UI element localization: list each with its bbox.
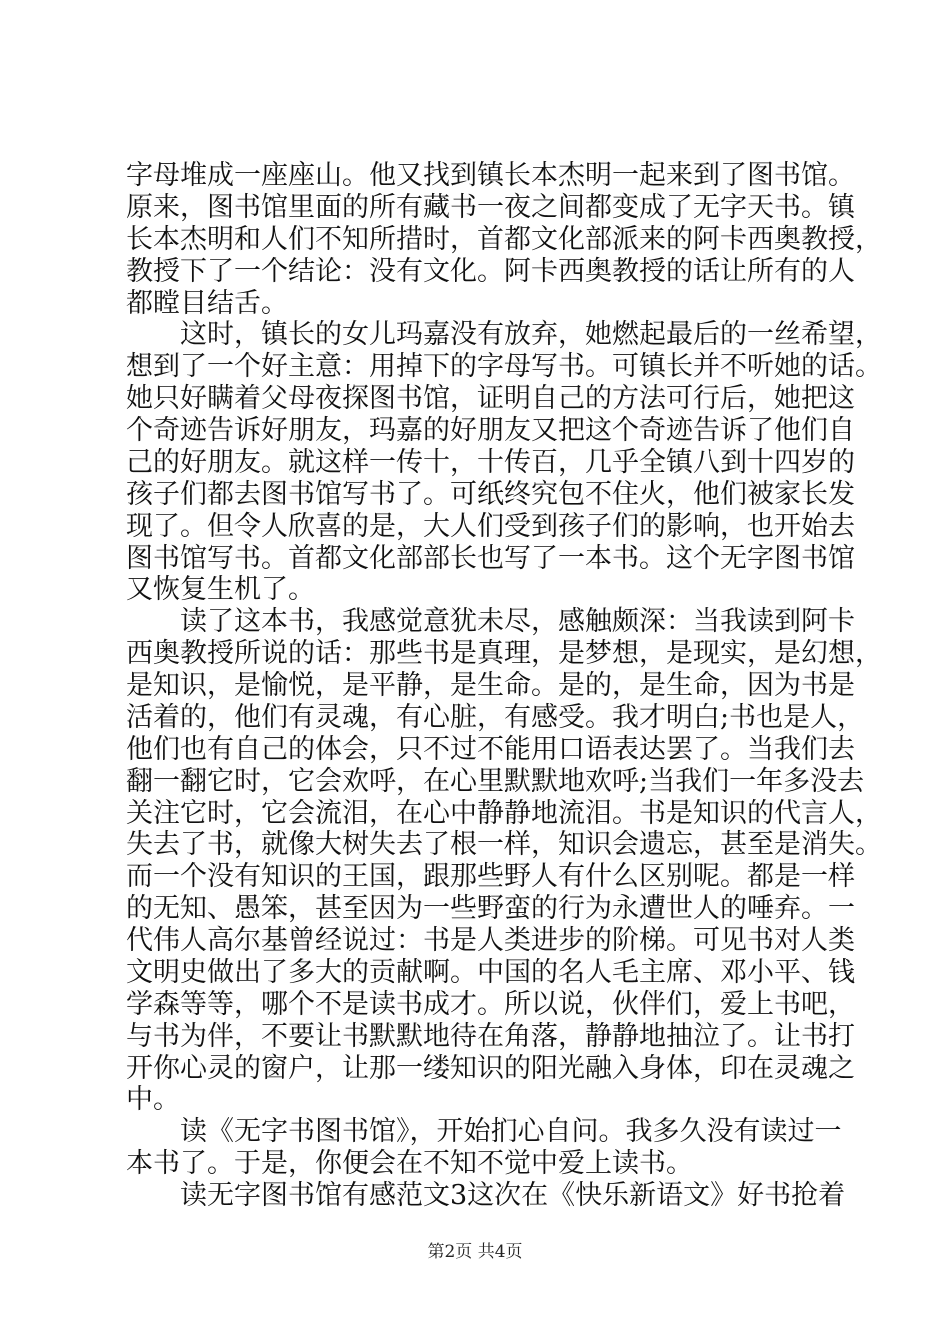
text-line: 与书为伴，不要让书默默地待在角落，静静地抽泣了。让书打 (126, 1020, 855, 1052)
text-line: 西奥教授所说的话：那些书是真理，是梦想，是现实，是幻想， (126, 638, 882, 670)
text-line: 都瞠目结舌。 (126, 287, 288, 319)
text-line: 读了这本书，我感觉意犹未尽，感触颇深：当我读到阿卡 (180, 606, 855, 638)
text-line: 本书了。于是，你便会在不知不觉中爱上读书。 (126, 1148, 693, 1180)
text-line: 的无知、愚笨，甚至因为一些野蛮的行为永遭世人的唾弃。一 (126, 893, 855, 925)
text-line: 字母堆成一座座山。他又找到镇长本杰明一起来到了图书馆。 (126, 160, 855, 191)
text-line: 代伟人高尔基曾经说过：书是人类进步的阶梯。可见书对人类 (126, 925, 855, 956)
text-line: 中。 (126, 1084, 180, 1116)
page-number-footer: 第2页 共4页 (427, 1242, 523, 1262)
text-line: 她只好瞒着父母夜探图书馆，证明自己的方法可行后，她把这 (126, 383, 855, 415)
text-line: 孩子们都去图书馆写书了。可纸终究包不住火，他们被家长发 (126, 478, 855, 510)
text-line: 开你心灵的窗户，让那一缕知识的阳光融入身体，印在灵魂之 (126, 1052, 855, 1084)
text-line: 失去了书，就像大树失去了根一样，知识会遗忘，甚至是消失。 (126, 829, 882, 861)
text-line: 关注它时，它会流泪，在心中静静地流泪。书是知识的代言人， (126, 797, 882, 829)
text-line: 学森等等，哪个不是读书成才。所以说，伙伴们，爱上书吧， (126, 988, 855, 1020)
text-line: 想到了一个好主意：用掉下的字母写书。可镇长并不听她的话。 (126, 351, 882, 383)
text-line: 他们也有自己的体会，只不过不能用口语表达罢了。当我们去 (126, 733, 855, 765)
text-line: 是知识，是愉悦，是平静，是生命。是的，是生命，因为书是 (126, 670, 855, 701)
text-line: 读无字图书馆有感范文3这次在《快乐新语文》好书抢着 (180, 1180, 846, 1211)
text-line: 己的好朋友。就这样一传十，十传百，几乎全镇八到十四岁的 (126, 446, 855, 478)
text-line: 原来，图书馆里面的所有藏书一夜之间都变成了无字天书。镇 (126, 191, 855, 223)
text-line: 活着的，他们有灵魂，有心脏，有感受。我才明白;书也是人， (126, 701, 865, 733)
text-line: 长本杰明和人们不知所措时，首都文化部派来的阿卡西奥教授， (126, 223, 882, 255)
text-line: 又恢复生机了。 (126, 574, 315, 606)
text-line: 而一个没有知识的王国，跟那些野人有什么区别呢。都是一样 (126, 861, 855, 893)
text-line: 读《无字书图书馆》，开始扪心自问。我多久没有读过一 (180, 1116, 842, 1148)
text-line: 翻一翻它时，它会欢呼，在心里默默地欢呼;当我们一年多没去 (126, 765, 865, 797)
text-line: 这时，镇长的女儿玛嘉没有放弃，她燃起最后的一丝希望， (180, 319, 882, 351)
text-line: 个奇迹告诉好朋友，玛嘉的好朋友又把这个奇迹告诉了他们自 (126, 415, 855, 446)
text-line: 图书馆写书。首都文化部部长也写了一本书。这个无字图书馆 (126, 542, 855, 574)
text-line: 教授下了一个结论：没有文化。阿卡西奥教授的话让所有的人 (126, 255, 855, 287)
text-line: 现了。但令人欣喜的是，大人们受到孩子们的影响，也开始去 (126, 510, 855, 542)
text-line: 文明史做出了多大的贡献啊。中国的名人毛主席、邓小平、钱 (126, 956, 855, 988)
